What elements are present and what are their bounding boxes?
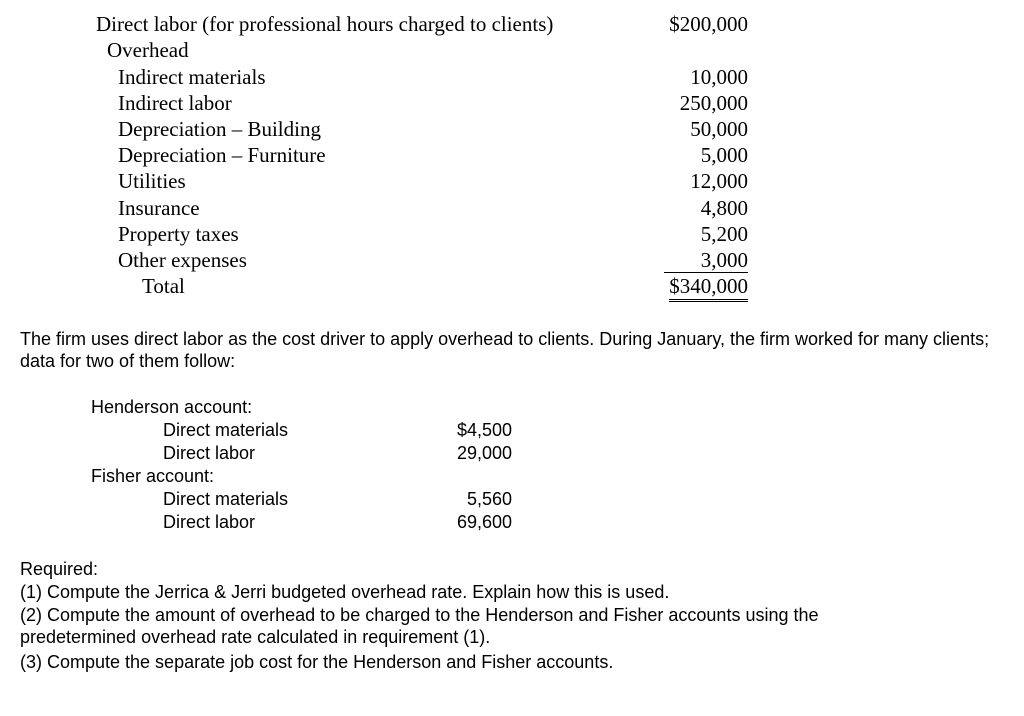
requirement-2: (2) Compute the amount of overhead to be charged to the Henderson and Fisher accounts using the predetermined overhead rate calculated in requirement (1).	[20, 605, 819, 647]
fisher-title: Fisher account:	[91, 466, 215, 486]
item-amount-property-taxes: 5,200	[700, 222, 748, 246]
item-amount-indirect-materials: 10,000	[690, 65, 748, 89]
henderson-title: Henderson account:	[91, 397, 253, 417]
intro-paragraph: The firm uses direct labor as the cost driver to apply overhead to clients. During January, the firm worked for many clients; data for two of them follow:	[20, 329, 990, 371]
henderson-direct-materials-value: $4,500	[456, 420, 512, 440]
item-amount-other-expenses-wrap	[664, 250, 748, 273]
item-amount-indirect-labor: 250,000	[679, 91, 748, 115]
henderson-direct-labor-label: Direct labor	[163, 443, 256, 463]
fisher-direct-labor-label: Direct labor	[163, 512, 256, 532]
fisher-direct-materials-value: 5,560	[466, 489, 512, 509]
item-label-insurance: Insurance	[118, 196, 200, 220]
overhead-heading: Overhead	[107, 38, 189, 62]
henderson-direct-materials-label: Direct materials	[163, 420, 289, 440]
item-label-indirect-materials: Indirect materials	[118, 65, 266, 89]
total-amount: $340,000	[669, 274, 748, 302]
item-label-utilities: Utilities	[118, 169, 186, 193]
fisher-direct-labor-value: 69,600	[456, 512, 512, 532]
total-amount-wrap	[620, 276, 748, 297]
item-amount-other-expenses: 3,000	[664, 250, 748, 273]
fisher-direct-materials-label: Direct materials	[163, 489, 289, 509]
direct-labor-amount: $200,000	[669, 12, 748, 36]
item-amount-depreciation-building: 50,000	[690, 117, 748, 141]
item-label-other-expenses: Other expenses	[118, 248, 247, 272]
henderson-direct-labor-value: 29,000	[456, 443, 512, 463]
requirement-1: (1) Compute the Jerrica & Jerri budgeted overhead rate. Explain how this is used.	[20, 582, 670, 602]
required-heading: Required:	[20, 559, 99, 579]
item-amount-insurance: 4,800	[700, 196, 748, 220]
requirement-3: (3) Compute the separate job cost for the Henderson and Fisher accounts.	[20, 652, 614, 672]
item-amount-depreciation-furniture: 5,000	[700, 143, 748, 167]
item-label-depreciation-building: Depreciation – Building	[118, 117, 321, 141]
item-amount-utilities: 12,000	[690, 169, 748, 193]
item-label-indirect-labor: Indirect labor	[118, 91, 232, 115]
item-label-property-taxes: Property taxes	[118, 222, 239, 246]
item-label-depreciation-furniture: Depreciation – Furniture	[118, 143, 326, 167]
total-label: Total	[142, 274, 185, 298]
direct-labor-label: Direct labor (for professional hours charged to clients)	[96, 12, 554, 36]
